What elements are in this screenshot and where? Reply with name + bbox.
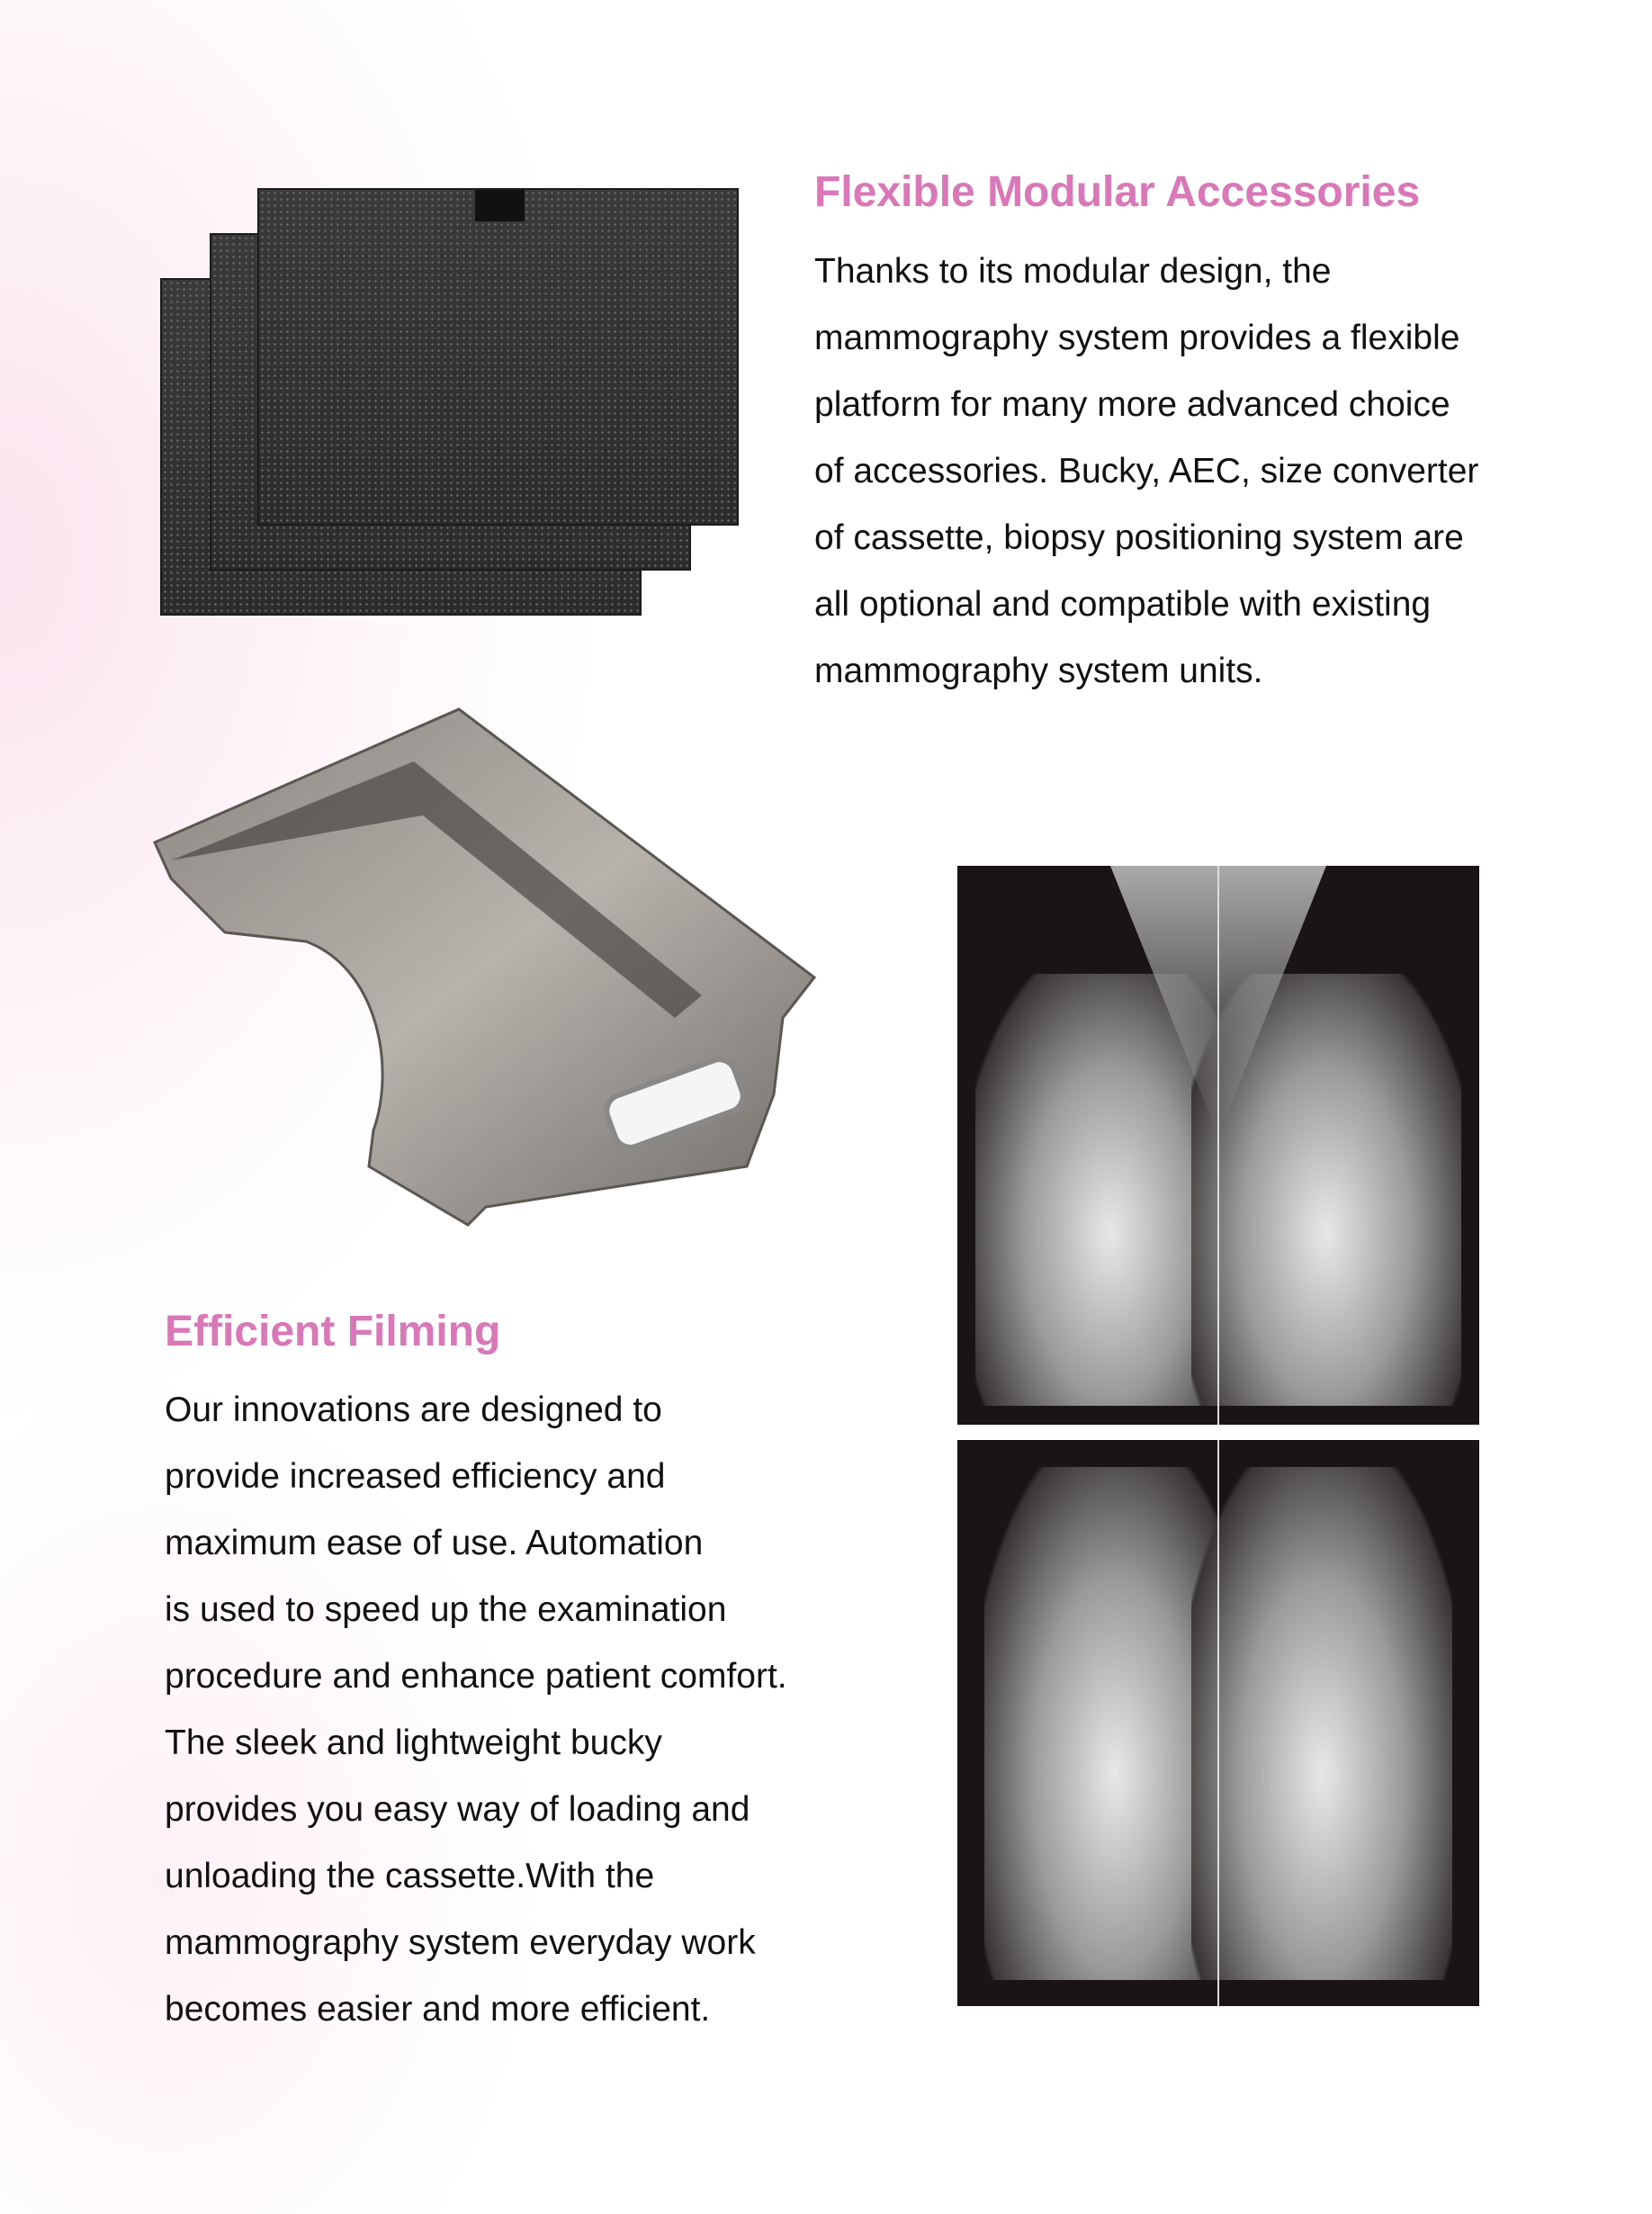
body-line: Thanks to its modular design, the [814,252,1332,291]
section-body-flexible-modular-accessories [814,238,1478,705]
body-line: mammography system units. [814,652,1263,690]
section-heading-efficient-filming: Efficient Filming [165,1308,501,1355]
body-line: mammography system provides a flexible [814,319,1460,357]
body-line: platform for many more advanced choice [814,385,1450,424]
section-heading-flexible-modular-accessories: Flexible Modular Accessories [814,168,1421,216]
carbon-fiber-plates-image [160,188,740,618]
body-line: procedure and enhance patient comfort. [165,1657,787,1696]
body-line: unloading the cassette.With the [165,1857,655,1895]
body-line: provides you easy way of loading and [165,1790,750,1829]
body-line: is used to speed up the examination [165,1590,727,1629]
body-line: of accessories. Bucky, AEC, size converter [814,452,1479,490]
body-line: of cassette, biopsy positioning system are [814,518,1464,557]
mammogram-cc-image [957,1440,1479,2006]
body-line: The sleek and lightweight bucky [165,1724,662,1762]
body-line: becomes easier and more efficient. [165,1990,711,2029]
body-line: mammography system everyday work [165,1923,756,1962]
body-line: Our innovations are designed to [165,1390,662,1429]
mammogram-mlo-image [957,866,1479,1425]
section-body-efficient-filming [165,1377,787,2043]
body-line: provide increased efficiency and [165,1457,666,1496]
body-line: maximum ease of use. Automation [165,1524,704,1562]
body-line: all optional and compatible with existing [814,585,1432,624]
bucky-tray-image [153,707,819,1229]
